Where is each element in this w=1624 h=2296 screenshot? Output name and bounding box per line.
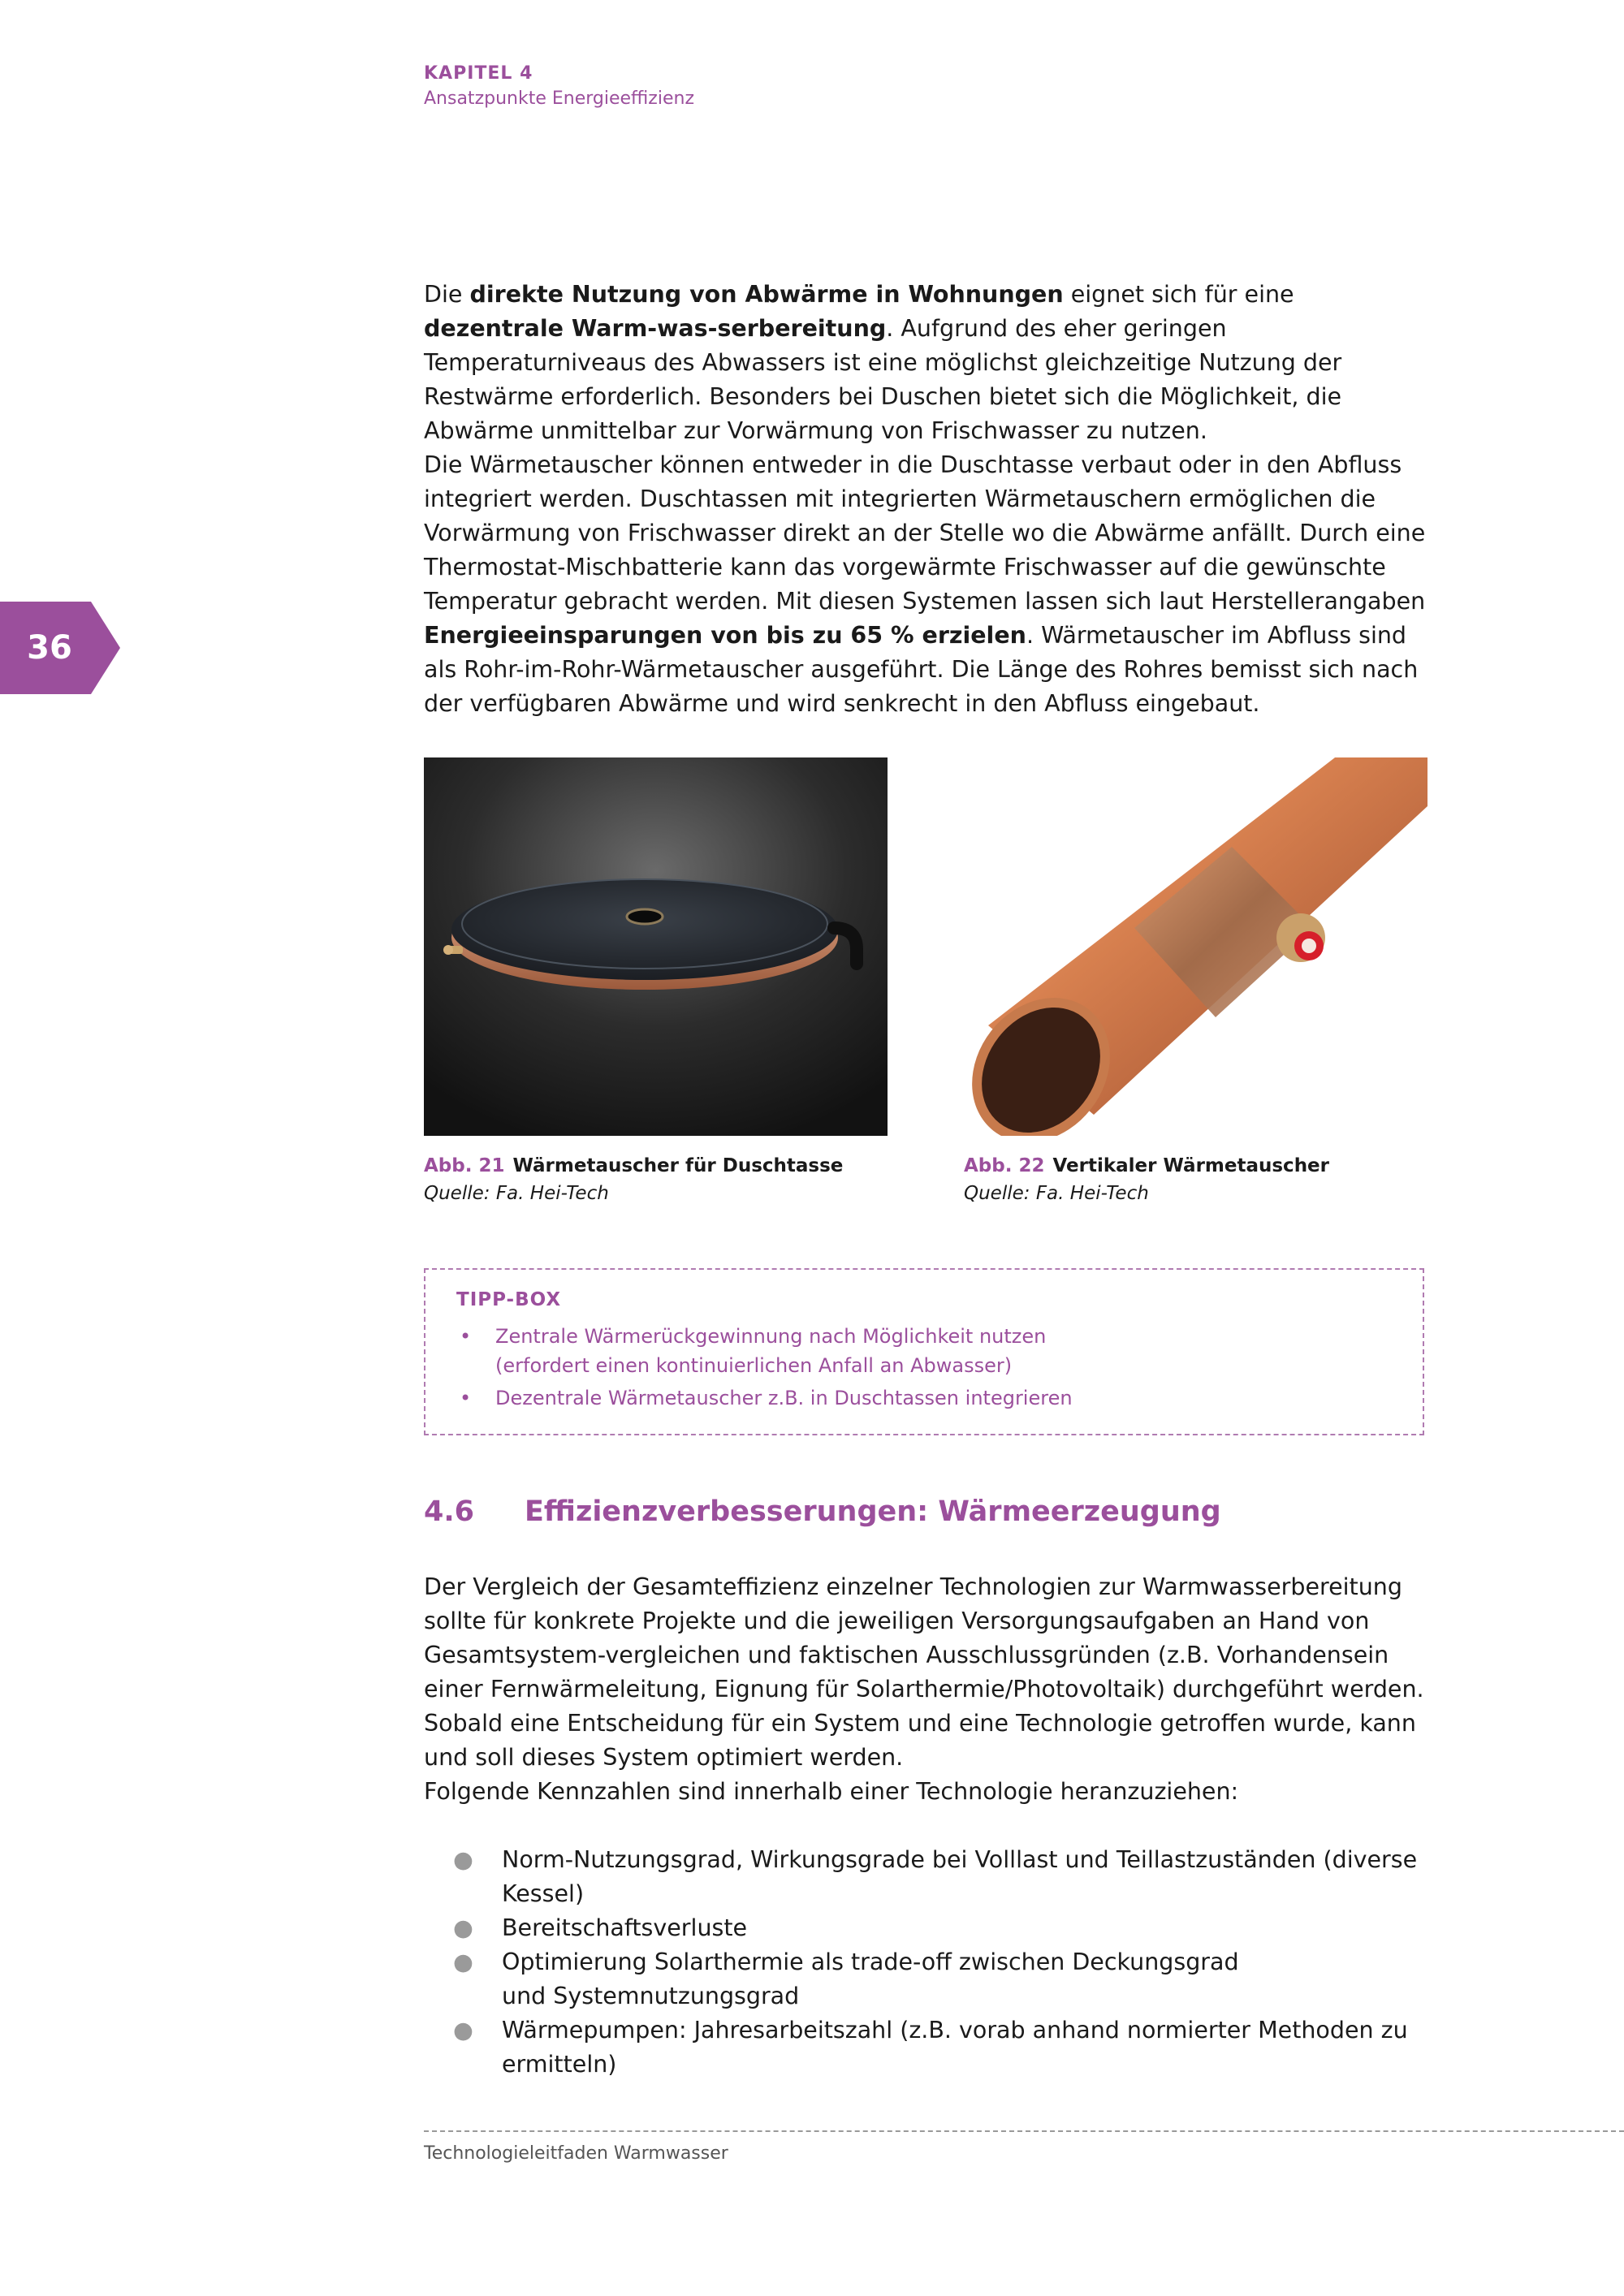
page-number-tab bbox=[0, 602, 120, 694]
bullet-icon: ● bbox=[453, 1846, 473, 1873]
shower-tray-heat-exchanger-photo bbox=[424, 757, 888, 1136]
list-item: ● Norm-Nutzungsgrad, Wirkungsgrade bei Volllast und Teillastzuständen (diverse Kessel) bbox=[453, 1843, 1436, 1911]
figure-number: Abb. 21 bbox=[424, 1155, 505, 1176]
list-item: • Zentrale Wärmerückgewinnung nach Möglichkeit nutzen (erfordert einen kontinuierlichen Anfall an Abwasser) bbox=[456, 1322, 1390, 1380]
section-number: 4.6 bbox=[424, 1495, 475, 1528]
list-item: ● Optimierung Solarthermie als trade-off zwischen Deckungsgrad und Systemnutzungsgrad bbox=[453, 1945, 1436, 2013]
bullet-icon: • bbox=[460, 1387, 472, 1409]
figure-22 bbox=[964, 757, 1427, 1207]
tipp-box-list bbox=[456, 1322, 1390, 1416]
footer-title: Technologieleitfaden Warmwasser bbox=[424, 2143, 728, 2164]
page-number: 36 bbox=[27, 629, 72, 667]
list-item: ● Wärmepumpen: Jahresarbeitszahl (z.B. vorab anhand normierter Methoden zu ermitteln) bbox=[453, 2013, 1436, 2082]
emphasis: Energieeinsparungen von bis zu 65 % erzielen bbox=[424, 622, 1026, 649]
paragraph-waste-heat: Die direkte Nutzung von Abwärme in Wohnungen eignet sich für eine dezentrale Warm-was-serbereitung. Aufgrund des eher geringen Temperaturniveaus des Abwassers ist eine möglichst gleichzeitige Nutzung der Restwärme erforderlich. Besonders bei Duschen bietet sich die Möglichkeit, die Abwärme unmittelbar zur Vorwärmung von Frischwasser zu nutzen. bbox=[424, 281, 1342, 444]
chapter-subtitle: Ansatzpunkte Energieeffizienz bbox=[424, 88, 694, 109]
emphasis: dezentrale Warm-was-serbereitung bbox=[424, 315, 887, 342]
tipp-box-title: TIPP-BOX bbox=[456, 1289, 562, 1310]
vertical-heat-exchanger-photo bbox=[964, 757, 1427, 1136]
tipp-box bbox=[424, 1268, 1424, 1435]
paragraph-heat-exchangers: Die Wärmetauscher können entweder in die Duschtasse verbaut oder in den Abfluss integriert werden. Duschtassen mit integrierten Wärmetauschern ermöglichen die Vorwärmung von Frischwasser direkt an der Stelle wo die Abwärme anfällt. Durch eine Thermostat-Mischbatterie kann das vorgewärmte Frischwasser auf die gewünschte Temperatur gebracht werden. Mit diesen Systemen lassen sich laut Herstellerangaben Energieeinsparungen von bis zu 65 % erzielen. Wärmetauscher im Abfluss sind als Rohr-im-Rohr-Wärmetauscher ausgeführt. Die Länge des Rohres bemisst sich nach der verfügbaren Abwärme und wird senkrecht in den Abfluss eingebaut. bbox=[424, 451, 1426, 717]
bullet-icon: ● bbox=[453, 1949, 473, 1975]
figure-source: Quelle: Fa. Hei-Tech bbox=[964, 1183, 1149, 1204]
figure-title: Wärmetauscher für Duschtasse bbox=[512, 1155, 844, 1176]
chapter-header bbox=[424, 62, 694, 112]
figure-number: Abb. 22 bbox=[964, 1155, 1045, 1176]
bullet-icon: ● bbox=[453, 1914, 473, 1941]
chapter-label: KAPITEL 4 bbox=[424, 63, 533, 84]
paragraph-efficiency-comparison: Der Vergleich der Gesamteffizienz einzelner Technologien zur Warmwasserbereitung sollte für konkrete Projekte und die jeweiligen Versorgungsaufgaben an Hand von Gesamtsystem-vergleichen und faktischen Ausschlussgründen (z.B. Vorhandensein einer Fernwärmeleitung, Eignung für Solarthermie/Photovoltaik) durchgeführt werden. Sobald eine Entscheidung für ein System und eine Technologie getroffen wurde, kann und soll dieses System optimiert werden. bbox=[424, 1573, 1424, 1771]
list-item: ● Bereitschaftsverluste bbox=[453, 1911, 1436, 1945]
footer-divider bbox=[424, 2130, 1624, 2132]
figure-title: Vertikaler Wärmetauscher bbox=[1052, 1155, 1330, 1176]
section-heading bbox=[424, 1495, 1221, 1528]
emphasis: direkte Nutzung von Abwärme in Wohnungen bbox=[469, 281, 1064, 308]
figure-21 bbox=[424, 757, 888, 1207]
paragraph-kpi-intro: Folgende Kennzahlen sind innerhalb einer Technologie heranzuziehen: bbox=[424, 1778, 1239, 1805]
figure-source: Quelle: Fa. Hei-Tech bbox=[424, 1183, 609, 1204]
bullet-icon: ● bbox=[453, 2017, 473, 2044]
list-item: • Dezentrale Wärmetauscher z.B. in Duschtassen integrieren bbox=[456, 1383, 1390, 1413]
bullet-icon: • bbox=[460, 1325, 472, 1348]
section-title: Effizienzverbesserungen: Wärmeerzeugung bbox=[525, 1495, 1221, 1528]
kpi-list bbox=[453, 1843, 1436, 2082]
